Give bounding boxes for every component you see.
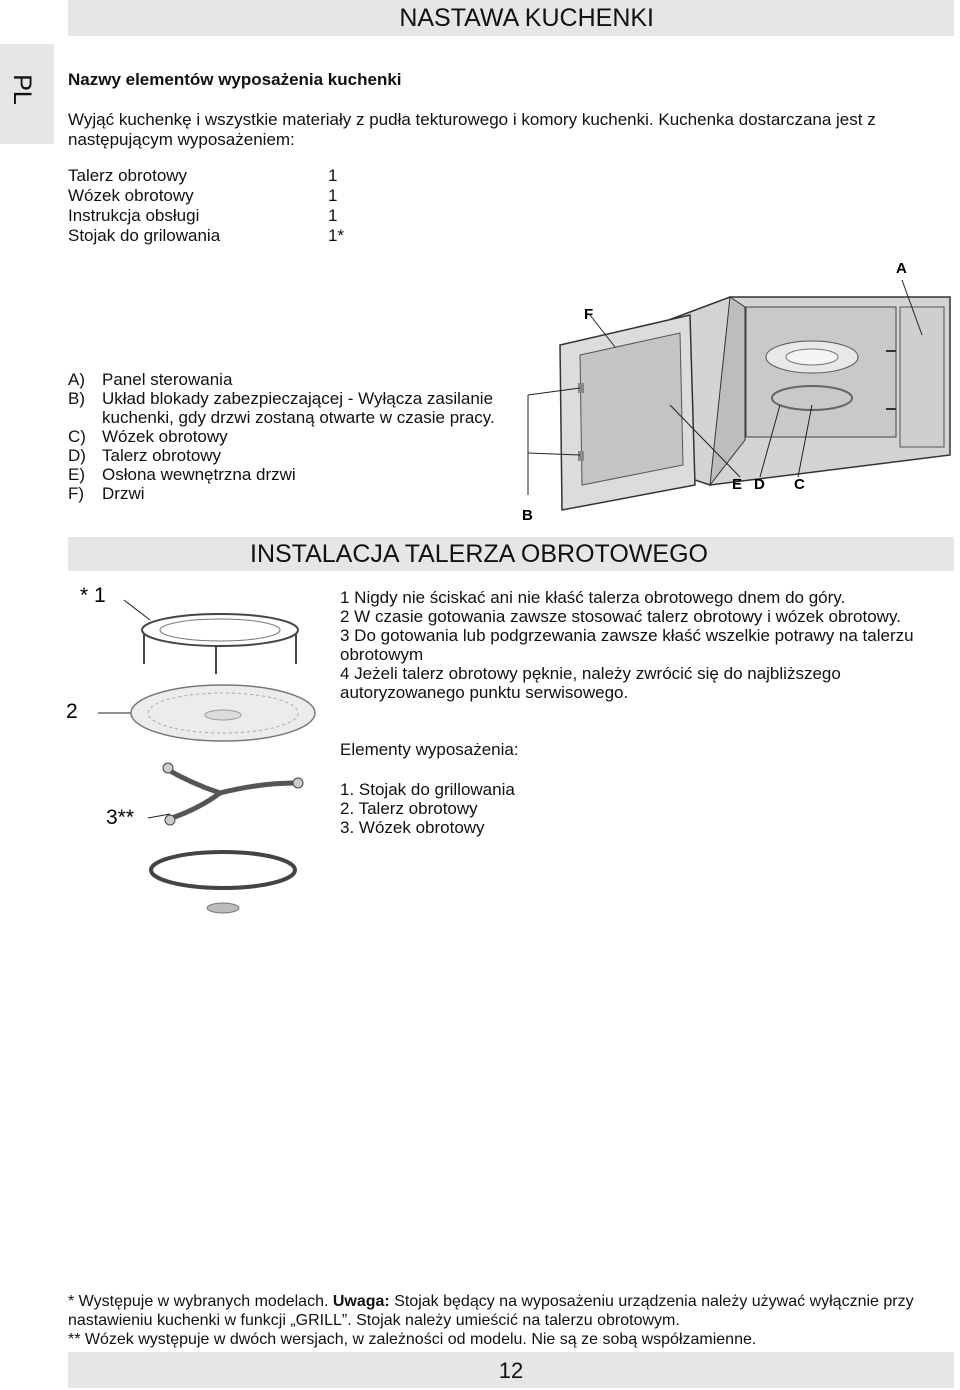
footnote-text: * Występuje w wybranych modelach. — [68, 1293, 333, 1310]
part-item — [68, 465, 508, 484]
part-text: Drzwi — [102, 484, 145, 503]
parts-list — [68, 370, 508, 503]
part-item — [68, 427, 508, 446]
label-c: C — [794, 476, 805, 493]
figure-label-1: * 1 — [80, 584, 106, 607]
elements-heading: Elementy wyposażenia: — [340, 740, 519, 759]
accessory-qty: 1 — [328, 166, 338, 185]
part-text: Wózek obrotowy — [102, 427, 228, 446]
glass-plate-icon — [131, 685, 315, 741]
elements-list — [340, 780, 515, 837]
footnote-2: ** Wózek występuje w dwóch wersjach, w zależności od modelu. Nie są ze sobą współzamienne. — [68, 1331, 757, 1348]
page-number: 12 — [498, 1358, 524, 1383]
part-item — [68, 446, 508, 465]
roller-support-icon — [163, 763, 303, 825]
instruction-item: 1 Nigdy nie ściskać ani nie kłaść talerza obrotowego dnem do góry. — [340, 588, 846, 607]
accessory-row — [68, 186, 344, 206]
label-b: B — [522, 507, 533, 524]
part-item — [68, 484, 508, 503]
instruction-item: 2 W czasie gotowania zawsze stosować talerz obrotowy i wózek obrotowy. — [340, 607, 901, 626]
element-item: 3. Wózek obrotowy — [340, 818, 485, 837]
turntable-figure — [60, 578, 330, 928]
part-key: E) — [68, 465, 85, 484]
page-title: NASTAWA KUCHENKI — [399, 4, 654, 32]
accessory-row — [68, 206, 344, 226]
accessory-row — [68, 226, 344, 246]
instruction-item: 3 Do gotowania lub podgrzewania zawsze kłaść wszelkie potrawy na talerzu obrotowym — [340, 626, 914, 664]
accessory-qty: 1* — [328, 226, 345, 245]
part-key: A) — [68, 370, 85, 389]
language-label: PL — [7, 74, 36, 105]
accessory-row — [68, 166, 344, 186]
accessory-name: Wózek obrotowy — [68, 186, 194, 205]
section-subheading: Nazwy elementów wyposażenia kuchenki — [68, 70, 402, 89]
accessory-name: Stojak do grilowania — [68, 226, 221, 245]
label-a: A — [896, 260, 907, 277]
label-e: E — [732, 476, 743, 493]
label-f: F — [584, 306, 594, 323]
part-key: D) — [68, 446, 86, 465]
part-text: Panel sterowania — [102, 370, 233, 389]
part-item — [68, 370, 508, 389]
element-item: 2. Talerz obrotowy — [340, 799, 478, 818]
accessory-name: Talerz obrotowy — [68, 166, 188, 185]
figure-label-3: 3** — [106, 806, 135, 829]
figure-label-2: 2 — [66, 700, 78, 723]
footnote-bold: Uwaga: — [332, 1293, 390, 1310]
instructions — [340, 588, 940, 702]
grill-rack-icon — [142, 614, 298, 674]
accessory-name: Instrukcja obsługi — [68, 206, 200, 225]
part-key: F) — [68, 484, 85, 503]
part-text: Układ blokady zabezpieczającej - Wyłącza zasilanie kuchenki, gdy drzwi zostaną otwarte w czasie pracy. — [102, 389, 495, 427]
section-title: INSTALACJA TALERZA OBROTOWEGO — [250, 540, 708, 568]
footnote-1 — [68, 1292, 960, 1330]
accessory-qty: 1 — [328, 206, 338, 225]
label-d: D — [754, 476, 765, 493]
element-item: 1. Stojak do grillowania — [340, 780, 515, 799]
part-item — [68, 389, 508, 427]
part-text: Talerz obrotowy — [102, 446, 222, 465]
part-text: Osłona wewnętrzna drzwi — [102, 465, 296, 484]
accessory-list — [68, 166, 344, 246]
footnote-text: Stojak będący na wyposażeniu urządzenia należy używać wyłącznie przy nastawieniu kuchenki w funkcji „GRILL”. Stojak należy umieścić na talerzu obrotowym. — [68, 1293, 914, 1329]
coupler-icon — [207, 903, 239, 913]
roller-ring-icon — [151, 852, 295, 888]
intro-paragraph: Wyjąć kuchenkę i wszystkie materiały z pudła tekturowego i komory kuchenki. Kuchenka dostarczana jest z następującym wyposażeniem: — [68, 110, 876, 149]
footnotes — [68, 1292, 960, 1349]
accessory-qty: 1 — [328, 186, 338, 205]
instruction-item: 4 Jeżeli talerz obrotowy pęknie, należy zwrócić się do najbliższego autoryzowanego punktu serwisowego. — [340, 664, 841, 702]
part-key: B) — [68, 389, 85, 408]
microwave-diagram — [520, 255, 960, 525]
part-key: C) — [68, 427, 86, 446]
